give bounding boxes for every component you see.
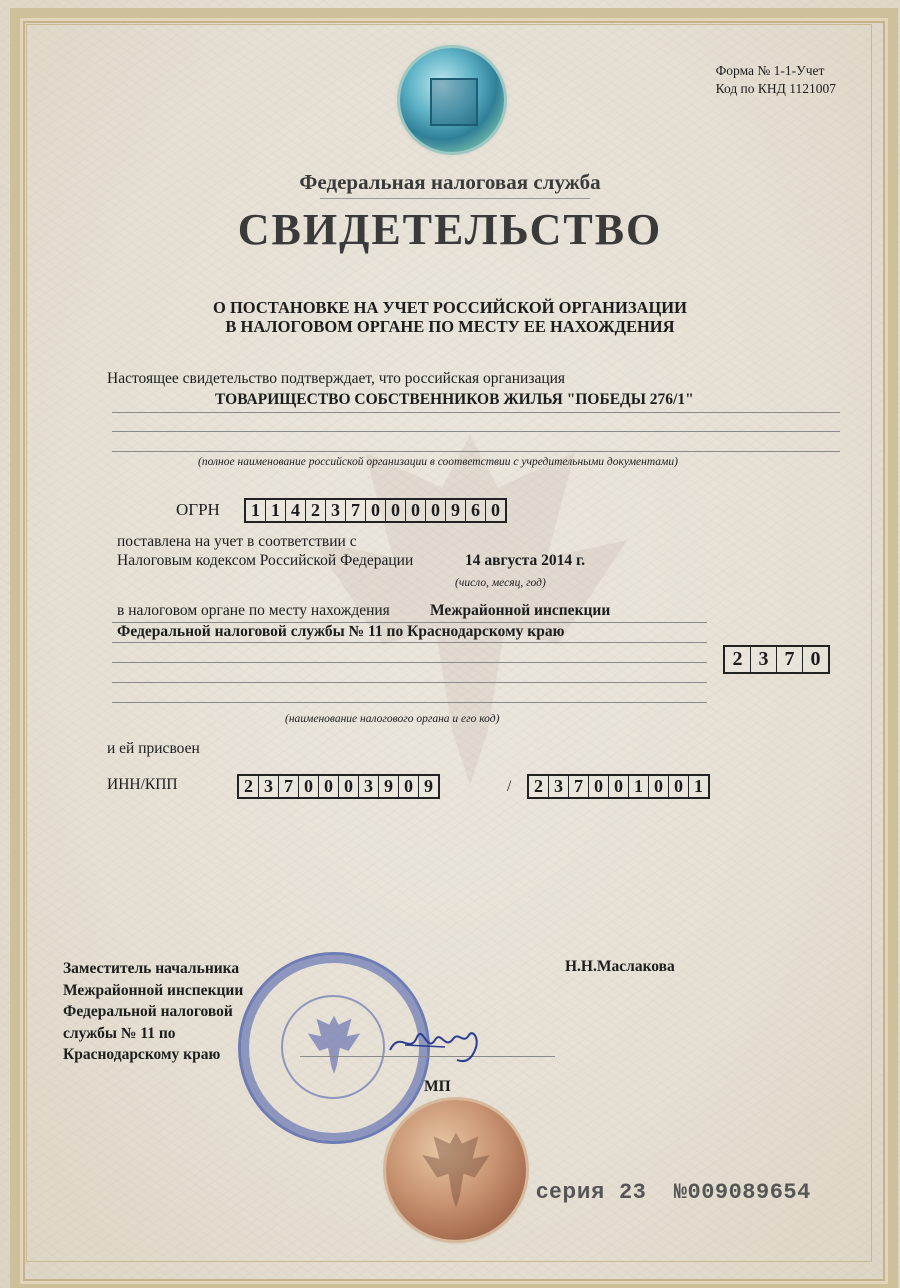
kpp-digit: 2 — [529, 776, 549, 797]
ogrn-digit: 9 — [446, 500, 466, 521]
handwritten-signature-icon — [385, 1015, 495, 1070]
gold-seal-icon — [386, 1100, 526, 1240]
position-line: Заместитель начальника — [63, 960, 240, 977]
inn-digit: 3 — [259, 776, 279, 797]
ogrn-digit: 1 — [246, 500, 266, 521]
registered-line-2: Налоговым кодексом Российской Федерации — [117, 552, 414, 569]
kpp-digit: 1 — [629, 776, 649, 797]
assigned-text: и ей присвоен — [107, 740, 200, 757]
ogrn-digit: 3 — [326, 500, 346, 521]
intro-text: Настоящее свидетельство подтверждает, что российская организация — [107, 370, 566, 387]
document-subtitle — [0, 298, 900, 336]
form-code — [716, 62, 836, 98]
rule — [112, 702, 707, 703]
kpp-digit: 0 — [649, 776, 669, 797]
kpp-digit: 3 — [549, 776, 569, 797]
tax-office-code-digit: 2 — [725, 647, 751, 672]
inn-digit: 0 — [319, 776, 339, 797]
organization-name: ТОВАРИЩЕСТВО СОБСТВЕННИКОВ ЖИЛЬЯ "ПОБЕДЫ 276/1" — [215, 391, 694, 408]
ogrn-digit: 6 — [466, 500, 486, 521]
date-hint: (число, месяц, год) — [455, 577, 546, 589]
ogrn-digit: 0 — [491, 500, 500, 520]
position-line: Федеральной налоговой — [63, 1003, 233, 1020]
ogrn-digit: 4 — [286, 500, 306, 521]
ogrn-label: ОГРН — [176, 500, 220, 519]
position-line: Краснодарскому краю — [63, 1046, 221, 1063]
agency-name: Федеральная налоговая служба — [299, 170, 601, 194]
kpp-digit: 1 — [694, 776, 703, 796]
inn-digit: 0 — [299, 776, 319, 797]
kpp-digit: 0 — [669, 776, 689, 797]
document-title: СВИДЕТЕЛЬСТВО — [237, 205, 663, 254]
registration-date: 14 августа 2014 г. — [465, 552, 586, 569]
ogrn-digit: 7 — [346, 500, 366, 521]
ogrn-digit: 1 — [266, 500, 286, 521]
organization-hint: (полное наименование российской организации в соответствии с учредительными документами) — [198, 456, 678, 468]
ogrn-digit: 2 — [306, 500, 326, 521]
rule — [112, 451, 840, 452]
rule — [112, 431, 840, 432]
tax-office-code-boxes — [723, 645, 830, 674]
header-divider — [320, 198, 590, 199]
series-label: серия — [536, 1178, 606, 1203]
series-value: 23 — [618, 1180, 647, 1205]
subtitle-line-1: О ПОСТАНОВКЕ НА УЧЕТ РОССИЙСКОЙ ОРГАНИЗАЦИИ — [213, 298, 687, 317]
tax-office-hint: (наименование налогового органа и его код) — [285, 713, 500, 725]
ogrn-digit-boxes — [244, 498, 507, 523]
kpp-digit: 0 — [589, 776, 609, 797]
inn-digit: 0 — [399, 776, 419, 797]
tax-office-code-digit: 7 — [777, 647, 803, 672]
document-number: №009089654 — [673, 1180, 811, 1205]
tax-office-code-digit: 0 — [810, 648, 821, 670]
tax-office-line-2: Федеральной налоговой службы № 11 по Краснодарскому краю — [117, 623, 565, 640]
hologram-emblem-icon — [400, 48, 504, 152]
subtitle-line-2: В НАЛОГОВОМ ОРГАНЕ ПО МЕСТУ ЕЕ НАХОЖДЕНИЯ — [225, 317, 675, 336]
ogrn-digit: 0 — [386, 500, 406, 521]
signatory-name: Н.Н.Маслакова — [565, 958, 675, 975]
inn-kpp-label: ИНН/КПП — [107, 776, 178, 793]
inn-digit: 9 — [424, 776, 433, 796]
kpp-digit-boxes — [527, 774, 710, 799]
rule — [112, 412, 840, 413]
position-line: Межрайонной инспекции — [63, 981, 244, 999]
knd-code: Код по КНД 1121007 — [715, 81, 836, 96]
position-line: службы № 11 по — [63, 1024, 176, 1042]
ogrn-digit: 0 — [406, 500, 426, 521]
stamp-place-label: МП — [424, 1078, 451, 1095]
rule — [112, 662, 707, 663]
inn-digit: 3 — [359, 776, 379, 797]
inn-digit: 0 — [339, 776, 359, 797]
inn-digit: 9 — [379, 776, 399, 797]
kpp-digit: 0 — [609, 776, 629, 797]
tax-office-code-digit: 3 — [751, 647, 777, 672]
inn-digit-boxes — [237, 774, 440, 799]
serial-number — [536, 1178, 811, 1205]
ogrn-digit: 0 — [366, 500, 386, 521]
inn-kpp-separator: / — [507, 778, 512, 795]
registered-line-1: поставлена на учет в соответствии с — [117, 533, 357, 550]
signatory-position — [63, 958, 243, 1066]
ogrn-digit: 0 — [426, 500, 446, 521]
inn-digit: 2 — [239, 776, 259, 797]
tax-office-prefix: в налоговом органе по месту нахождения — [117, 602, 390, 619]
tax-office-line-1: Межрайонной инспекции — [430, 602, 611, 619]
kpp-digit: 7 — [569, 776, 589, 797]
inn-digit: 7 — [279, 776, 299, 797]
rule — [112, 682, 707, 683]
rule — [112, 642, 707, 643]
form-number: Форма № 1-1-Учет — [715, 63, 825, 78]
